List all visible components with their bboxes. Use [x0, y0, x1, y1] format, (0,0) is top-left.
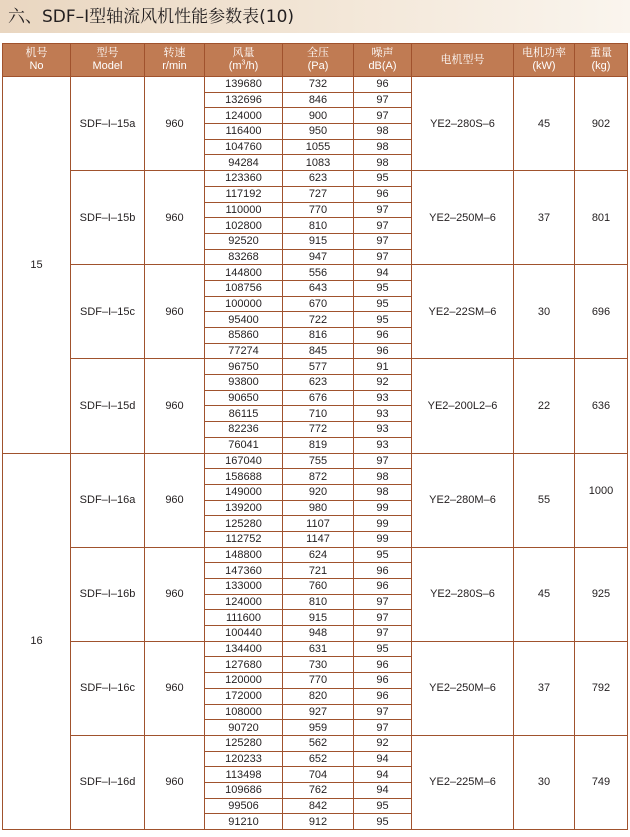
flow-cell: 91210: [205, 814, 283, 830]
pressure-cell: 624: [283, 547, 354, 563]
pressure-cell: 652: [283, 751, 354, 767]
flow-cell: 85860: [205, 328, 283, 344]
table-row: [3, 641, 628, 657]
noise-cell: 95: [354, 312, 412, 328]
noise-cell: 98: [354, 155, 412, 171]
flow-cell: 83268: [205, 249, 283, 265]
title-bar: [0, 0, 630, 33]
pressure-cell: 623: [283, 171, 354, 187]
motor-power-cell: 37: [514, 641, 575, 735]
motor-power-cell: 30: [514, 265, 575, 359]
header-model-en: Model: [92, 60, 123, 72]
motor-power-cell: 55: [514, 453, 575, 547]
flow-cell: 110000: [205, 202, 283, 218]
flow-cell: 76041: [205, 437, 283, 453]
pressure-cell: 755: [283, 453, 354, 469]
flow-cell: 148800: [205, 547, 283, 563]
noise-cell: 99: [354, 500, 412, 516]
flow-cell: 120233: [205, 751, 283, 767]
header-model: [71, 44, 145, 77]
noise-cell: 99: [354, 531, 412, 547]
header-power-cn: 电机功率: [522, 47, 566, 59]
flow-cell: 124000: [205, 108, 283, 124]
pressure-cell: 846: [283, 92, 354, 108]
noise-cell: 96: [354, 186, 412, 202]
pressure-cell: 730: [283, 657, 354, 673]
flow-cell: 109686: [205, 782, 283, 798]
flow-cell: 172000: [205, 688, 283, 704]
motor-model-cell: YE2–280S–6: [412, 547, 514, 641]
pressure-cell: 721: [283, 563, 354, 579]
flow-cell: 132696: [205, 92, 283, 108]
noise-cell: 96: [354, 673, 412, 689]
flow-cell: 82236: [205, 422, 283, 438]
pressure-cell: 915: [283, 610, 354, 626]
noise-cell: 97: [354, 249, 412, 265]
motor-power-cell: 37: [514, 171, 575, 265]
flow-cell: 147360: [205, 563, 283, 579]
speed-cell: 960: [145, 359, 205, 453]
header-no-en: No: [29, 60, 44, 72]
flow-cell: 102800: [205, 218, 283, 234]
flow-cell: 100000: [205, 296, 283, 312]
flow-cell: 96750: [205, 359, 283, 375]
noise-cell: 96: [354, 579, 412, 595]
table-row: [3, 453, 628, 469]
performance-table: [2, 43, 628, 830]
flow-cell: 90650: [205, 390, 283, 406]
pressure-cell: 1055: [283, 139, 354, 155]
noise-cell: 96: [354, 563, 412, 579]
flow-cell: 112752: [205, 531, 283, 547]
noise-cell: 96: [354, 77, 412, 93]
header-flow-unit-b: /h): [245, 60, 259, 72]
pressure-cell: 912: [283, 814, 354, 830]
weight-cell: 749: [575, 735, 628, 829]
header-flow: [205, 44, 283, 77]
weight-cell: 925: [575, 547, 628, 641]
flow-cell: 104760: [205, 139, 283, 155]
pressure-cell: 959: [283, 720, 354, 736]
header-row: [3, 44, 628, 77]
motor-model-cell: YE2–200L2–6: [412, 359, 514, 453]
pressure-cell: 872: [283, 469, 354, 485]
noise-cell: 97: [354, 218, 412, 234]
noise-cell: 95: [354, 296, 412, 312]
noise-cell: 92: [354, 735, 412, 751]
noise-cell: 95: [354, 547, 412, 563]
table-row: [3, 265, 628, 281]
pressure-cell: 556: [283, 265, 354, 281]
flow-cell: 125280: [205, 735, 283, 751]
flow-cell: 108000: [205, 704, 283, 720]
header-flow-cn: 风量: [232, 47, 255, 59]
table-row: [3, 77, 628, 93]
flow-cell: 149000: [205, 484, 283, 500]
noise-cell: 93: [354, 390, 412, 406]
header-pressure: [283, 44, 354, 77]
motor-power-cell: 22: [514, 359, 575, 453]
flow-cell: 139680: [205, 77, 283, 93]
pressure-cell: 710: [283, 406, 354, 422]
pressure-cell: 820: [283, 688, 354, 704]
flow-cell: 86115: [205, 406, 283, 422]
header-pressure-unit: (Pa): [307, 60, 329, 72]
flow-cell: 77274: [205, 343, 283, 359]
flow-cell: 124000: [205, 594, 283, 610]
noise-cell: 94: [354, 782, 412, 798]
pressure-cell: 948: [283, 626, 354, 642]
noise-cell: 95: [354, 171, 412, 187]
header-flow-unit: [205, 60, 282, 73]
pressure-cell: 722: [283, 312, 354, 328]
header-flow-unit-sup: 3: [241, 59, 246, 67]
pressure-cell: 670: [283, 296, 354, 312]
flow-cell: 123360: [205, 171, 283, 187]
flow-cell: 133000: [205, 579, 283, 595]
noise-cell: 97: [354, 92, 412, 108]
pressure-cell: 810: [283, 594, 354, 610]
noise-cell: 97: [354, 720, 412, 736]
noise-cell: 98: [354, 484, 412, 500]
flow-cell: 100440: [205, 626, 283, 642]
flow-cell: 95400: [205, 312, 283, 328]
flow-cell: 92520: [205, 233, 283, 249]
pressure-cell: 727: [283, 186, 354, 202]
pressure-cell: 810: [283, 218, 354, 234]
noise-cell: 95: [354, 280, 412, 296]
pressure-cell: 900: [283, 108, 354, 124]
noise-cell: 94: [354, 767, 412, 783]
speed-cell: 960: [145, 265, 205, 359]
speed-cell: 960: [145, 77, 205, 171]
flow-cell: 94284: [205, 155, 283, 171]
noise-cell: 97: [354, 233, 412, 249]
weight-cell: 636: [575, 359, 628, 453]
flow-cell: 134400: [205, 641, 283, 657]
motor-power-cell: 30: [514, 735, 575, 829]
header-speed: [145, 44, 205, 77]
header-noise-unit: dB(A): [368, 60, 397, 72]
flow-cell: 125280: [205, 516, 283, 532]
pressure-cell: 643: [283, 280, 354, 296]
pressure-cell: 732: [283, 77, 354, 93]
noise-cell: 98: [354, 124, 412, 140]
flow-cell: 127680: [205, 657, 283, 673]
header-motor: [412, 44, 514, 77]
pressure-cell: 845: [283, 343, 354, 359]
machine-no-cell: 15: [3, 77, 71, 454]
pressure-cell: 927: [283, 704, 354, 720]
header-motor-cn: 电机型号: [440, 53, 485, 66]
model-cell: SDF–I–15c: [71, 265, 145, 359]
model-cell: SDF–I–16c: [71, 641, 145, 735]
pressure-cell: 623: [283, 375, 354, 391]
header-flow-unit-a: (m: [228, 60, 242, 72]
pressure-cell: 1147: [283, 531, 354, 547]
header-model-cn: 型号: [96, 47, 119, 59]
noise-cell: 97: [354, 626, 412, 642]
motor-model-cell: YE2–22SM–6: [412, 265, 514, 359]
flow-cell: 158688: [205, 469, 283, 485]
noise-cell: 97: [354, 610, 412, 626]
model-cell: SDF–I–15d: [71, 359, 145, 453]
noise-cell: 96: [354, 343, 412, 359]
flow-cell: 117192: [205, 186, 283, 202]
flow-cell: 144800: [205, 265, 283, 281]
speed-cell: 960: [145, 641, 205, 735]
pressure-cell: 819: [283, 437, 354, 453]
noise-cell: 98: [354, 469, 412, 485]
noise-cell: 98: [354, 139, 412, 155]
speed-cell: 960: [145, 171, 205, 265]
motor-model-cell: YE2–280M–6: [412, 453, 514, 547]
flow-cell: 99506: [205, 798, 283, 814]
noise-cell: 97: [354, 108, 412, 124]
flow-cell: 139200: [205, 500, 283, 516]
noise-cell: 96: [354, 688, 412, 704]
motor-model-cell: YE2–250M–6: [412, 171, 514, 265]
noise-cell: 96: [354, 657, 412, 673]
flow-cell: 93800: [205, 375, 283, 391]
noise-cell: 91: [354, 359, 412, 375]
model-cell: SDF–I–16d: [71, 735, 145, 829]
noise-cell: 95: [354, 814, 412, 830]
pressure-cell: 760: [283, 579, 354, 595]
header-noise: [354, 44, 412, 77]
motor-model-cell: YE2–280S–6: [412, 77, 514, 171]
machine-no-cell: 16: [3, 453, 71, 830]
header-no: [3, 44, 71, 77]
header-power-unit: (kW): [532, 60, 556, 72]
header-pressure-cn: 全压: [307, 47, 329, 59]
pressure-cell: 676: [283, 390, 354, 406]
pressure-cell: 920: [283, 484, 354, 500]
pressure-cell: 947: [283, 249, 354, 265]
noise-cell: 95: [354, 641, 412, 657]
noise-cell: 97: [354, 704, 412, 720]
motor-model-cell: YE2–250M–6: [412, 641, 514, 735]
header-speed-cn: 转速: [163, 47, 186, 59]
weight-cell: 696: [575, 265, 628, 359]
table-row: [3, 547, 628, 563]
header-weight: [575, 44, 628, 77]
page-title: 六、SDF–I型轴流风机性能参数表(10): [8, 7, 295, 27]
header-weight-cn: 重量: [590, 47, 612, 59]
weight-cell: 902: [575, 77, 628, 171]
noise-cell: 94: [354, 265, 412, 281]
pressure-cell: 816: [283, 328, 354, 344]
pressure-cell: 704: [283, 767, 354, 783]
header-speed-unit: r/min: [162, 60, 187, 72]
speed-cell: 960: [145, 453, 205, 547]
weight-cell: 792: [575, 641, 628, 735]
header-weight-unit: (kg): [591, 60, 611, 72]
speed-cell: 960: [145, 735, 205, 829]
pressure-cell: 842: [283, 798, 354, 814]
pressure-cell: 770: [283, 202, 354, 218]
model-cell: SDF–I–16b: [71, 547, 145, 641]
header-noise-cn: 噪声: [371, 47, 394, 59]
pressure-cell: 950: [283, 124, 354, 140]
pressure-cell: 1083: [283, 155, 354, 171]
noise-cell: 93: [354, 437, 412, 453]
flow-cell: 108756: [205, 280, 283, 296]
pressure-cell: 770: [283, 673, 354, 689]
noise-cell: 92: [354, 375, 412, 391]
flow-cell: 113498: [205, 767, 283, 783]
table-body: [3, 77, 628, 830]
speed-cell: 960: [145, 547, 205, 641]
pressure-cell: 631: [283, 641, 354, 657]
pressure-cell: 980: [283, 500, 354, 516]
table-row: [3, 735, 628, 751]
header-power: [514, 44, 575, 77]
pressure-cell: 772: [283, 422, 354, 438]
table-row: [3, 359, 628, 375]
motor-power-cell: 45: [514, 77, 575, 171]
noise-cell: 93: [354, 422, 412, 438]
pressure-cell: 762: [283, 782, 354, 798]
pressure-cell: 1107: [283, 516, 354, 532]
pressure-cell: 577: [283, 359, 354, 375]
noise-cell: 93: [354, 406, 412, 422]
flow-cell: 120000: [205, 673, 283, 689]
noise-cell: 97: [354, 453, 412, 469]
table-container: [2, 43, 628, 830]
weight-cell: 1000: [575, 453, 628, 547]
header-no-cn: 机号: [25, 47, 48, 59]
pressure-cell: 562: [283, 735, 354, 751]
table-row: [3, 171, 628, 187]
motor-model-cell: YE2–225M–6: [412, 735, 514, 829]
noise-cell: 96: [354, 328, 412, 344]
weight-cell: 801: [575, 171, 628, 265]
noise-cell: 95: [354, 798, 412, 814]
flow-cell: 90720: [205, 720, 283, 736]
motor-power-cell: 45: [514, 547, 575, 641]
model-cell: SDF–I–15b: [71, 171, 145, 265]
noise-cell: 94: [354, 751, 412, 767]
noise-cell: 99: [354, 516, 412, 532]
model-cell: SDF–I–15a: [71, 77, 145, 171]
flow-cell: 111600: [205, 610, 283, 626]
noise-cell: 97: [354, 594, 412, 610]
flow-cell: 116400: [205, 124, 283, 140]
model-cell: SDF–I–16a: [71, 453, 145, 547]
flow-cell: 167040: [205, 453, 283, 469]
noise-cell: 97: [354, 202, 412, 218]
pressure-cell: 915: [283, 233, 354, 249]
